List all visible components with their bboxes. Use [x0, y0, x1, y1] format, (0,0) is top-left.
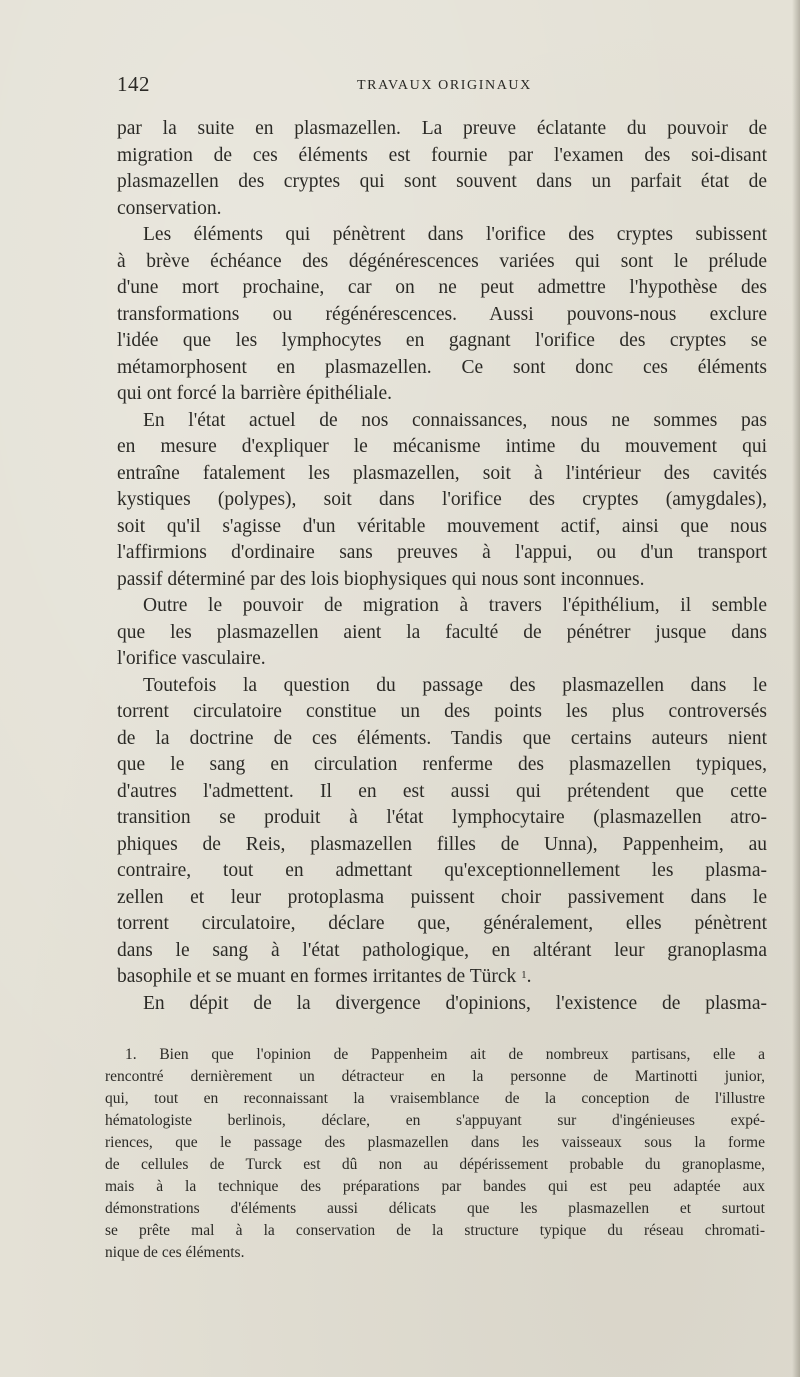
body-text: [117, 116, 767, 1017]
body-line: plasmazellen des cryptes qui sont souvent dans un parfait état de: [117, 171, 767, 192]
footnote-line: riences, que le passage des plasmazellen dans les vaisseaux sous la forme: [105, 1134, 765, 1151]
body-line: torrent circulatoire, déclare que, généralement, elles pénètrent: [117, 913, 767, 934]
body-line: basophile et se muant en formes irritantes de Türck: [117, 966, 517, 987]
body-line: phiques de Reis, plasmazellen filles de Unna), Pappenheim, au: [117, 833, 767, 855]
body-line: conservation.: [117, 197, 222, 219]
footnote-line: qui, tout en reconnaissant la vraisemblance de la conception de l'illustre: [105, 1090, 765, 1107]
footnote-line: 1. Bien que l'opinion de Pappenheim ait de nombreux partisans, elle a: [125, 1046, 765, 1063]
footnote-reference: 1: [521, 969, 527, 981]
page-edge-shadow: [792, 0, 800, 1377]
body-line: en mesure d'expliquer le mécanisme intime du mouvement qui: [117, 436, 767, 457]
body-line: En l'état actuel de nos connaissances, nous ne sommes pas: [143, 409, 767, 431]
body-line: métamorphosent en plasmazellen. Ce sont donc ces éléments: [117, 356, 767, 378]
footnote-line: mais à la technique des préparations par bandes qui est peu adaptée aux: [105, 1178, 765, 1195]
body-line: d'autres l'admettent. Il en est aussi qui prétendent que cette: [117, 780, 767, 802]
body-line: transition se produit à l'état lymphocytaire (plasmazellen atro-: [117, 807, 767, 828]
body-line-with-footnote-ref: [117, 964, 767, 991]
body-line: dans le sang à l'état pathologique, en altérant leur granoplasma: [117, 939, 767, 961]
footnote-line: de cellules de Turck est dû non au dépérissement probable du granoplasme,: [105, 1156, 765, 1173]
sentence-end: .: [526, 966, 532, 987]
body-line: En dépit de la divergence d'opinions, l'existence de plasma-: [143, 992, 767, 1014]
footnote-line: se prête mal à la conservation de la structure typique du réseau chromati-: [105, 1222, 765, 1239]
body-line: d'une mort prochaine, car on ne peut admettre l'hypothèse des: [117, 277, 767, 298]
body-line: entraîne fatalement les plasmazellen, soit à l'intérieur des cavités: [117, 462, 767, 484]
body-line: contraire, tout en admettant qu'exceptionnellement les plasma-: [117, 860, 767, 881]
body-line: par la suite en plasmazellen. La preuve éclatante du pouvoir de: [117, 118, 767, 139]
body-line: l'affirmions d'ordinaire sans preuves à l'appui, ou d'un transport: [117, 542, 767, 563]
body-line: migration de ces éléments est fournie par l'examen des soi-disant: [117, 144, 767, 166]
body-line: que le sang en circulation renferme des plasmazellen typiques,: [117, 754, 767, 775]
body-line: kystiques (polypes), soit dans l'orifice des cryptes (amygdales),: [117, 489, 767, 510]
page-header: [117, 72, 767, 100]
body-line: Les éléments qui pénètrent dans l'orifice des cryptes subissent: [143, 224, 767, 245]
footnote-line: nique de ces éléments.: [105, 1244, 245, 1261]
footnote-line: hématologiste berlinois, déclare, en s'appuyant sur d'ingénieuses expé-: [105, 1112, 765, 1129]
body-line: qui ont forcé la barrière épithéliale.: [117, 383, 393, 404]
body-line: l'idée que les lymphocytes en gagnant l'orifice des cryptes se: [117, 330, 767, 351]
body-line: de la doctrine de ces éléments. Tandis que certains auteurs nient: [117, 727, 767, 749]
body-line: que les plasmazellen aient la faculté de pénétrer jusque dans: [117, 621, 767, 643]
body-line: zellen et leur protoplasma puissent choir passivement dans le: [117, 886, 767, 908]
body-line: torrent circulatoire constitue un des points les plus controversés: [117, 701, 767, 722]
body-line: l'orifice vasculaire.: [117, 648, 266, 669]
body-line: Toutefois la question du passage des plasmazellen dans le: [143, 674, 767, 696]
footnote-line: démonstrations d'éléments aussi délicats que les plasmazellen et surtout: [105, 1200, 765, 1217]
page-number: 142: [117, 72, 150, 96]
running-title: TRAVAUX ORIGINAUX: [357, 78, 532, 93]
body-line: soit qu'il s'agisse d'un véritable mouvement actif, ainsi que nous: [117, 515, 767, 537]
body-line: transformations ou régénérescences. Aussi pouvons-nous exclure: [117, 303, 767, 325]
footnote-line: rencontré dernièrement un détracteur en la personne de Martinotti junior,: [105, 1068, 765, 1085]
body-line: passif déterminé par des lois biophysiques qui nous sont inconnues.: [117, 568, 645, 590]
footnotes: [105, 1044, 765, 1264]
body-line: Outre le pouvoir de migration à travers l'épithélium, il semble: [143, 595, 767, 616]
body-line: à brève échéance des dégénérescences variées qui sont le prélude: [117, 250, 767, 272]
